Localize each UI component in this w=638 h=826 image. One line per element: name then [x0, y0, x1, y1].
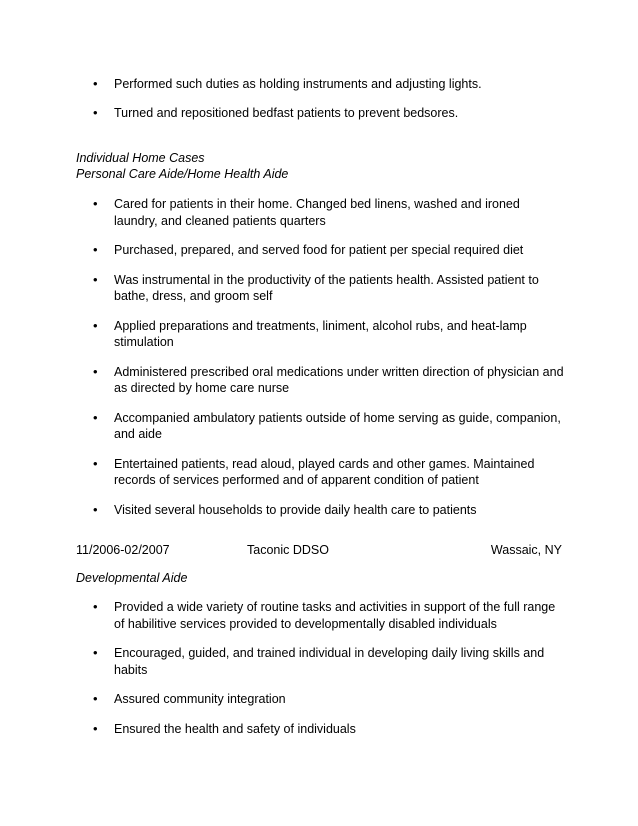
list-item-text: Purchased, prepared, and served food for patient per special required diet: [114, 243, 524, 257]
bullet-icon: •: [93, 76, 98, 91]
list-item-text: Accompanied ambulatory patients outside of home serving as guide, companion, and aide: [114, 410, 561, 441]
bullet-icon: •: [93, 501, 98, 517]
list-item-text: Administered prescribed oral medications under written direction of physician and as directed by home care nurse: [114, 364, 564, 395]
list-item: [0, 645, 566, 678]
list-item-text: Encouraged, guided, and trained individual in developing daily living skills and habits: [114, 646, 545, 677]
list-item: [0, 691, 566, 708]
list-item: [0, 410, 566, 443]
job-header-row: [76, 542, 562, 558]
taconic-bullet-list: [0, 599, 566, 737]
list-item: [0, 105, 566, 122]
bullet-icon: •: [93, 104, 98, 120]
bullet-icon: •: [93, 409, 98, 425]
bullet-icon: •: [93, 691, 98, 706]
bullet-icon: •: [93, 645, 98, 660]
list-item: [0, 364, 566, 397]
bullet-icon: •: [93, 317, 98, 333]
list-item-text: Visited several households to provide daily health care to patients: [114, 502, 477, 517]
list-item: [0, 272, 566, 305]
top-bullet-list: [0, 76, 566, 121]
list-item-text: Applied preparations and treatments, liniment, alcohol rubs, and heat-lamp stimulation: [114, 318, 527, 349]
list-item-text: Turned and repositioned bedfast patients to prevent bedsores.: [114, 105, 459, 120]
bullet-icon: •: [93, 242, 98, 257]
list-item: [0, 599, 566, 632]
list-item-text: Assured community integration: [114, 692, 286, 706]
list-item: [0, 196, 566, 229]
list-item-text: Was instrumental in the productivity of the patients health. Assisted patient to bathe, dress, and groom self: [114, 272, 539, 303]
bullet-icon: •: [93, 720, 98, 736]
bullet-icon: •: [93, 599, 98, 614]
job-location: Wassaic, NY: [490, 543, 562, 557]
list-item-text: Provided a wide variety of routine tasks and activities in support of the full range of habilitive services provided to developmentally disabled individuals: [114, 600, 556, 631]
bullet-icon: •: [93, 271, 98, 287]
bullet-icon: •: [93, 196, 98, 211]
list-item-text: Cared for patients in their home. Changed bed linens, washed and ironed laundry, and cleaned patients quarters: [114, 197, 520, 228]
list-item: [0, 721, 566, 738]
job-title: Developmental Aide: [76, 571, 188, 585]
list-item: [0, 502, 566, 519]
list-item-text: Ensured the health and safety of individuals: [114, 721, 356, 736]
list-item: [0, 456, 566, 489]
employer-heading: Individual Home Cases: [76, 151, 205, 165]
list-item: [0, 76, 566, 93]
bullet-icon: •: [93, 363, 98, 379]
job-dates: 11/2006-02/2007: [76, 543, 170, 557]
home-cases-bullet-list: [0, 196, 566, 518]
list-item: [0, 318, 566, 351]
job-title: Personal Care Aide/Home Health Aide: [76, 167, 289, 181]
job-employer: Taconic DDSO: [247, 543, 329, 557]
list-item: [0, 242, 566, 259]
list-item-text: Performed such duties as holding instruments and adjusting lights.: [114, 77, 482, 91]
bullet-icon: •: [93, 455, 98, 471]
list-item-text: Entertained patients, read aloud, played cards and other games. Maintained records of services performed and of apparent condition of patient: [114, 456, 535, 487]
